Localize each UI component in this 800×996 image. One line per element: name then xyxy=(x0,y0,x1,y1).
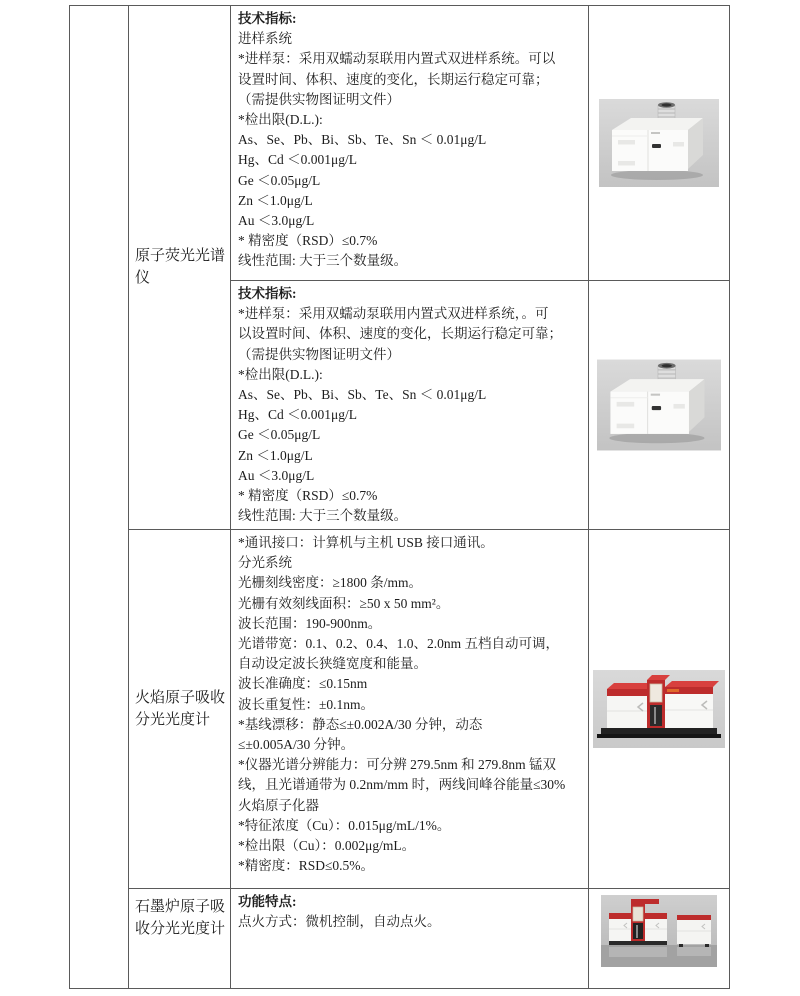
spec-line: 波长重复性：±0.1nm。 xyxy=(238,696,375,712)
spec-text-block xyxy=(238,29,582,271)
spec-line: Ge ＜0.05μg/L xyxy=(238,427,321,443)
instrument-name-flame-aas xyxy=(129,530,229,888)
spec-line: 波长准确度：≤0.15nm xyxy=(238,676,368,692)
atomic-fluorescence-spectrometer-photo xyxy=(597,359,721,451)
spec-text-block xyxy=(238,912,582,932)
spec-line: 线性范围: 大于三个数量级。 xyxy=(238,508,408,524)
instrument-name-afs xyxy=(129,5,229,529)
spec-block-afs-1 xyxy=(231,6,587,279)
spec-line: *进样泵：采用双蠕动泵联用内置式双进样系统，。可 xyxy=(238,306,549,322)
spec-line: 线，且光谱通带为 0.2nm/mm 时，两线间峰谷能量≤30% xyxy=(238,777,566,793)
spec-line: *通讯接口：计算机与主机 USB 接口通讯。 xyxy=(238,535,494,550)
spec-line: 光栅有效刻线面积：≥50 x 50 mm²。 xyxy=(238,595,450,611)
spec-line: （需提供实物图证明文件） xyxy=(238,91,400,107)
spec-line: Hg、Cd ＜0.001μg/L xyxy=(238,407,357,423)
spec-line: *检出限(D.L.): xyxy=(238,112,323,128)
spec-line: * 精密度（RSD）≤0.7% xyxy=(238,488,378,504)
spec-heading: 技术指标: xyxy=(238,11,297,26)
instrument-image-cell xyxy=(589,530,729,887)
spec-line: *仪器光谱分辨能力：可分辨 279.5nm 和 279.8nm 锰双 xyxy=(238,757,557,773)
spec-line: （需提供实物图证明文件） xyxy=(238,346,400,362)
instrument-name-graphite-aas xyxy=(129,889,229,988)
spec-line: Hg、Cd ＜0.001μg/L xyxy=(238,152,357,168)
atomic-fluorescence-spectrometer-photo xyxy=(599,99,719,187)
spec-line: As、Se、Pb、Bi、Sb、Te、Sn ＜ 0.01μg/L xyxy=(238,387,487,403)
spec-line: *进样泵：采用双蠕动泵联用内置式双进样系统。可以 xyxy=(238,51,556,67)
spec-line: As、Se、Pb、Bi、Sb、Te、Sn ＜ 0.01μg/L xyxy=(238,132,487,148)
spec-line: 火焰原子化器 xyxy=(238,797,319,813)
spec-line: 波长范围：190-900nm。 xyxy=(238,615,382,631)
spec-block-graphite-aas xyxy=(231,889,587,988)
spec-text-block xyxy=(238,304,582,526)
spec-line: 线性范围: 大于三个数量级。 xyxy=(238,253,408,269)
spec-block-flame-aas xyxy=(231,530,587,887)
spec-line: 分光系统 xyxy=(238,555,292,571)
table-border-left xyxy=(69,5,70,988)
spec-line: *精密度：RSD≤0.5%。 xyxy=(238,858,375,874)
spec-line: ≤±0.005A/30 分钟。 xyxy=(238,737,355,753)
spec-line: Ge ＜0.05μg/L xyxy=(238,172,321,188)
spec-line: Zn ＜1.0μg/L xyxy=(238,192,313,208)
instrument-image-cell xyxy=(589,281,729,528)
spec-line: 进样系统 xyxy=(238,31,292,47)
spec-line: *基线漂移：静态≤±0.002A/30 分钟，动态 xyxy=(238,716,483,732)
instrument-name-label: 原子荧光光谱仪 xyxy=(135,248,226,286)
instrument-image-cell xyxy=(589,889,729,988)
spec-line: 自动设定波长狭缝宽度和能量。 xyxy=(238,656,427,672)
spec-text-block xyxy=(238,533,582,876)
spec-line: * 精密度（RSD）≤0.7% xyxy=(238,233,378,249)
flame-atomic-absorption-spectrophotometer-photo xyxy=(593,670,725,748)
spec-line: *特征浓度（Cu）：0.015μg/mL/1%。 xyxy=(238,817,451,833)
spec-line: 点火方式：微机控制，自动点火。 xyxy=(238,914,441,930)
spec-line: 光栅刻线密度：≥1800 条/mm。 xyxy=(238,575,423,591)
spec-line: 光谱带宽：0.1、0.2、0.4、1.0、2.0nm 五档自动可调， xyxy=(238,636,560,652)
spec-block-afs-2 xyxy=(231,281,587,528)
spec-line: *检出限(D.L.): xyxy=(238,366,323,382)
table-border-right xyxy=(729,5,730,988)
spec-line: 以设置时间、体积、速度的变化，长期运行稳定可靠； xyxy=(238,326,562,342)
instrument-name-label: 石墨炉原子吸收分光光度计 xyxy=(135,899,226,937)
instrument-name-label: 火焰原子吸收分光光度计 xyxy=(135,690,226,728)
spec-line: Au ＜3.0μg/L xyxy=(238,467,315,483)
spec-heading: 技术指标: xyxy=(238,286,297,301)
spec-heading: 功能特点: xyxy=(238,894,297,909)
table-border-bottom xyxy=(69,988,730,989)
spec-line: Zn ＜1.0μg/L xyxy=(238,447,313,463)
spec-line: Au ＜3.0μg/L xyxy=(238,213,315,229)
instrument-image-cell xyxy=(589,6,729,279)
spec-line: *检出限（Cu）：0.002μg/mL。 xyxy=(238,838,416,854)
graphite-furnace-atomic-absorption-spectrophotometer-photo xyxy=(601,895,717,967)
spec-line: 设置时间、体积、速度的变化，长期运行稳定可靠； xyxy=(238,71,549,87)
